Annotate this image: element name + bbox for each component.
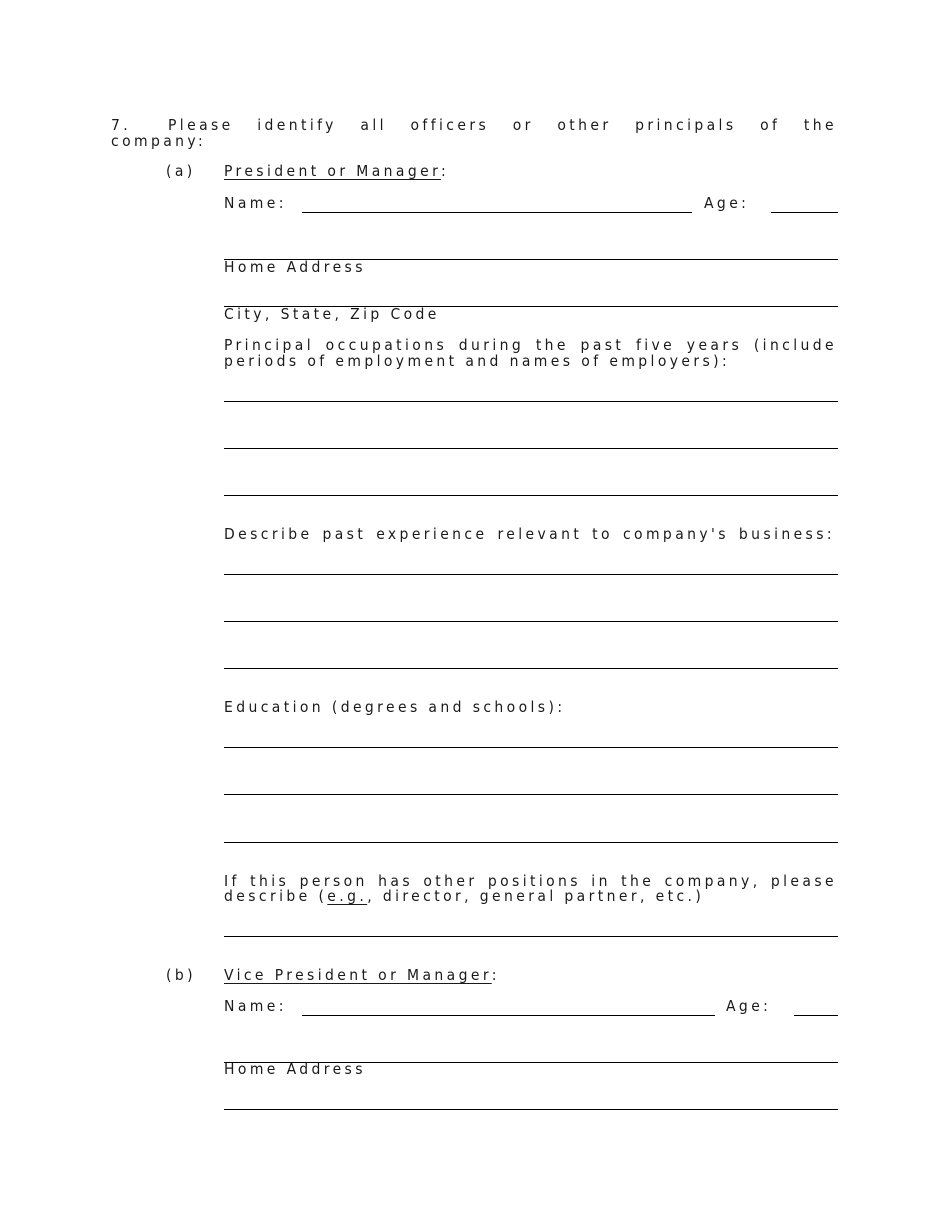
section-a-occupations-line2: periods of employment and names of employers):: [224, 352, 731, 370]
section-a-heading: [224, 164, 449, 180]
section-a-experience-field-2[interactable]: [224, 621, 838, 622]
section-a-experience-field-1[interactable]: [224, 574, 838, 575]
section-a-occupations-field-2[interactable]: [224, 448, 838, 449]
section-a-marker: (a): [166, 162, 196, 180]
section-a-heading-colon: :: [440, 162, 450, 180]
section-b-heading-colon: :: [491, 966, 500, 984]
section-a-occupations-field-1[interactable]: [224, 401, 838, 402]
section-a-education-label: Education (degrees and schools):: [224, 698, 566, 716]
section-a-education-field-2[interactable]: [224, 794, 838, 795]
section-a-home-address-label: Home Address: [224, 258, 366, 276]
section-a-age-field[interactable]: [771, 212, 838, 213]
other-positions-examples: , director, general partner, etc.): [367, 887, 705, 905]
question-text-line2: company:: [111, 132, 207, 150]
section-a-other-positions-line1: If this person has other positions in the company, please: [224, 872, 837, 890]
section-a-age-label: Age:: [704, 194, 750, 212]
question-number: 7.: [111, 116, 132, 134]
section-b-heading-text: Vice President or Manager: [224, 966, 492, 984]
section-b-name-label: Name:: [224, 997, 287, 1015]
section-a-other-positions-line2: [224, 889, 704, 905]
section-a-occupations-line1: Principal occupations during the past five years (include: [224, 336, 837, 354]
section-b-age-field[interactable]: [794, 1015, 838, 1016]
section-a-occupations-field-3[interactable]: [224, 495, 838, 496]
section-a-experience-label: Describe past experience relevant to company's business:: [224, 525, 835, 543]
section-a-heading-text: President or Manager: [224, 162, 441, 180]
section-a-experience-field-3[interactable]: [224, 668, 838, 669]
other-positions-describe: describe (: [224, 887, 328, 905]
section-a-education-field-3[interactable]: [224, 842, 838, 843]
section-a-education-field-1[interactable]: [224, 747, 838, 748]
question-text-line1: Please identify all officers or other principals of the: [168, 116, 837, 134]
section-b-age-label: Age:: [726, 997, 772, 1015]
section-b-marker: (b): [166, 966, 196, 984]
section-b-name-field[interactable]: [302, 1015, 715, 1016]
section-a-name-label: Name:: [224, 194, 287, 212]
section-a-name-field[interactable]: [302, 212, 692, 213]
section-b-address-line-field[interactable]: [224, 1109, 838, 1110]
section-a-city-state-zip-label: City, State, Zip Code: [224, 305, 440, 323]
section-b-heading: [224, 968, 500, 984]
section-b-home-address-label: Home Address: [224, 1060, 366, 1078]
other-positions-eg: e.g.: [327, 887, 368, 905]
section-a-other-positions-field[interactable]: [224, 936, 838, 937]
